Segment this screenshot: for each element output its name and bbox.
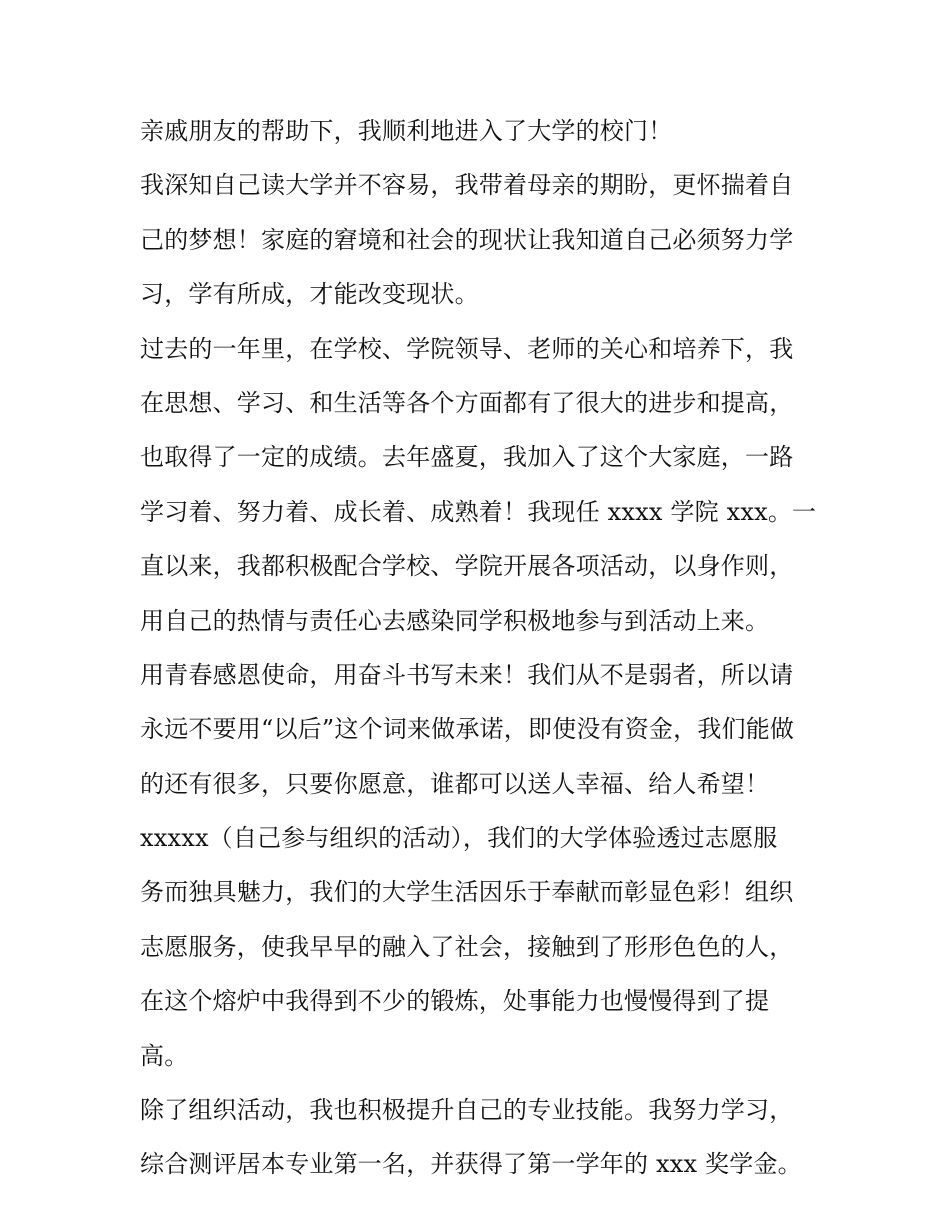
- text-line-14: xxxxx（自己参与组织的活动），我们的大学体验透过志愿服: [140, 824, 778, 853]
- text-line-6: 在思想、学习、和生活等各个方面都有了很大的进步和提高，: [140, 388, 794, 417]
- text-line-12: 永远不要用“以后”这个词来做承诺，即使没有资金，我们能做: [140, 715, 795, 744]
- text-line-13: 的还有很多，只要你愿意，谁都可以送人幸福、给人希望！: [140, 769, 770, 798]
- text-line-17: 在这个熔炉中我得到不少的锻炼，处事能力也慢慢得到了提: [140, 987, 770, 1016]
- text-line-11: 用青春感恩使命，用奋斗书写未来！我们从不是弱者，所以请: [140, 660, 794, 689]
- text-line-2: 我深知自己读大学并不容易，我带着母亲的期盼，更怀揣着自: [140, 171, 794, 200]
- text-line-19: 除了组织活动，我也积极提升自己的专业技能。我努力学习，: [140, 1096, 794, 1125]
- text-line-7: 也取得了一定的成绩。去年盛夏，我加入了这个大家庭，一路: [140, 443, 794, 472]
- text-line-5: 过去的一年里，在学校、学院领导、老师的关心和培养下，我: [140, 334, 794, 363]
- text-line-20: 综合测评居本专业第一名，并获得了第一学年的 xxx 奖学金。: [140, 1150, 802, 1179]
- text-line-4: 习，学有所成，才能改变现状。: [140, 280, 479, 309]
- text-line-16: 志愿服务，使我早早的融入了社会，接触到了形形色色的人，: [140, 932, 794, 961]
- text-line-9: 直以来，我都积极配合学校、学院开展各项活动，以身作则，: [140, 552, 794, 581]
- text-line-8: 学习着、努力着、成长着、成熟着！我现任 xxxx 学院 xxx。一: [140, 497, 817, 526]
- text-line-1: 亲戚朋友的帮助下，我顺利地进入了大学的校门！: [140, 117, 673, 145]
- text-line-15: 务而独具魅力，我们的大学生活因乐于奉献而彰显色彩！组织: [140, 878, 794, 907]
- text-line-10: 用自己的热情与责任心去感染同学积极地参与到活动上来。: [140, 606, 770, 635]
- document-body: [140, 104, 820, 1192]
- text-line-18: 高。: [140, 1041, 189, 1070]
- text-line-3: 己的梦想！家庭的窘境和社会的现状让我知道自己必须努力学: [140, 225, 794, 254]
